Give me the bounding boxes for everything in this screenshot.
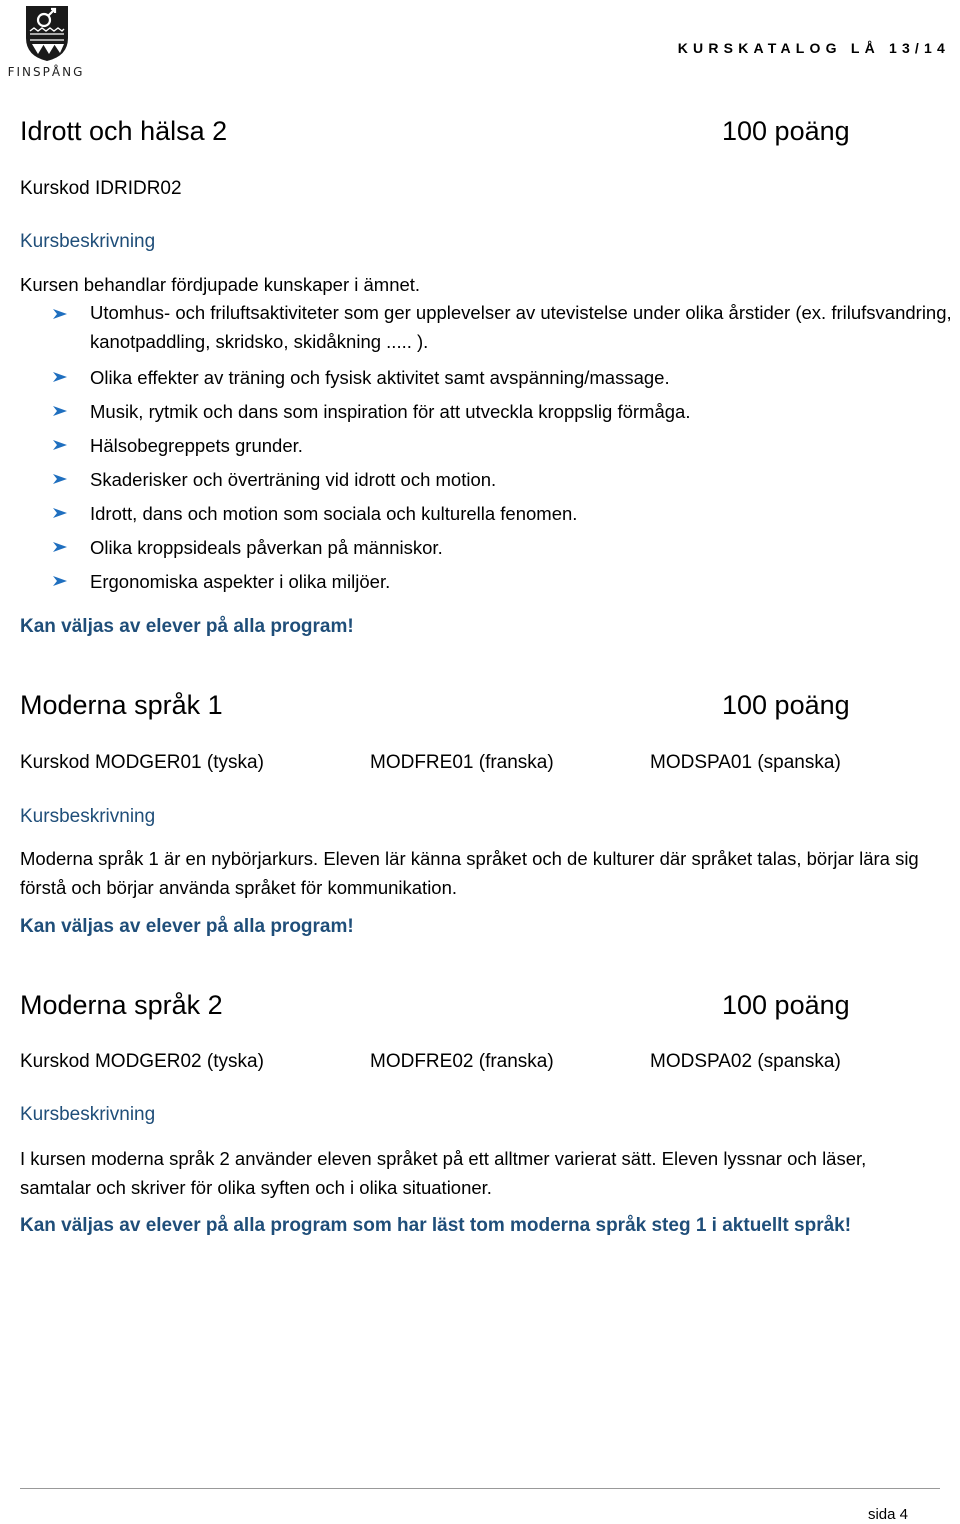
description-heading: Kursbeskrivning [20,231,156,252]
course-intro: Kursen behandlar fördjupade kunskaper i ämnet. [20,274,421,295]
description-heading: Kursbeskrivning [20,1104,156,1125]
list-item [52,463,952,497]
arrow-bullet-icon [52,507,68,519]
course-code-spanish: MODSPA01 (spanska) [650,752,841,773]
municipality-logo [4,4,88,80]
course-title: Moderna språk 2 [20,990,223,1020]
list-item-text: Skaderisker och överträning vid idrott och motion. [90,469,497,490]
arrow-bullet-icon [52,308,68,320]
list-item [52,565,952,599]
footer-divider [20,1488,940,1489]
arrow-bullet-icon [52,541,68,553]
list-item-text: Olika effekter av träning och fysisk aktivitet samt avspänning/massage. [90,367,670,388]
course-code: Kurskod IDRIDR02 [20,178,182,199]
course-title: Idrott och hälsa 2 [20,116,228,146]
coat-of-arms-icon [24,4,70,62]
description-heading: Kursbeskrivning [20,806,156,827]
arrow-bullet-icon [52,405,68,417]
list-item-text: Idrott, dans och motion som sociala och kulturella fenomen. [90,503,578,524]
course-code-german: Kurskod MODGER01 (tyska) [20,752,264,773]
page-number: sida 4 [867,1506,908,1523]
catalog-title: KURSKATALOG LÅ 13/14 [677,40,950,56]
arrow-bullet-icon [52,439,68,451]
list-item-text: Ergonomiska aspekter i olika miljöer. [90,571,391,592]
logo-text: FINSPÅNG [7,65,85,79]
course-description: Moderna språk 1 är en nybörjarkurs. Eleven lär känna språket och de kulturer där språket talas, börjar lära sig förstå och börjar använda språket för kommunikation. [20,848,919,898]
arrow-bullet-icon [52,371,68,383]
course-points: 100 poäng [722,990,850,1020]
list-item-text: Utomhus- och friluftsaktiviteter som ger upplevelser av utevistelse under olika årstider (ex. frilufsvandring, kanotpaddling, skridsko, skidåkning ..... ). [90,302,952,352]
list-item-text: Hälsobegreppets grunder. [90,435,303,456]
course-code-french: MODFRE02 (franska) [370,1051,554,1072]
course-code-spanish: MODSPA02 (spanska) [650,1051,841,1072]
eligibility-note: Kan väljas av elever på alla program! [20,616,354,637]
arrow-bullet-icon [52,575,68,587]
list-item [52,497,952,531]
arrow-bullet-icon [52,473,68,485]
list-item [52,531,952,565]
course-code-french: MODFRE01 (franska) [370,752,554,773]
course-description: I kursen moderna språk 2 använder eleven språket på ett alltmer varierat sätt. Eleven lyssnar och läser, samtalar och skriver för olika syften och i olika situationer. [20,1148,867,1198]
course-title: Moderna språk 1 [20,690,223,720]
list-item-text: Olika kroppsideals påverkan på människor. [90,537,443,558]
topic-list [52,298,952,599]
list-item [52,395,952,429]
list-item [52,429,952,463]
course-points: 100 poäng [722,690,850,720]
list-item-text: Musik, rytmik och dans som inspiration för att utveckla kroppslig förmåga. [90,401,691,422]
course-points: 100 poäng [722,116,850,146]
course-code-german: Kurskod MODGER02 (tyska) [20,1051,264,1072]
eligibility-note: Kan väljas av elever på alla program som har läst tom moderna språk steg 1 i aktuellt språk! [20,1215,852,1236]
list-item [52,361,952,395]
list-item [52,298,952,361]
eligibility-note: Kan väljas av elever på alla program! [20,916,354,937]
